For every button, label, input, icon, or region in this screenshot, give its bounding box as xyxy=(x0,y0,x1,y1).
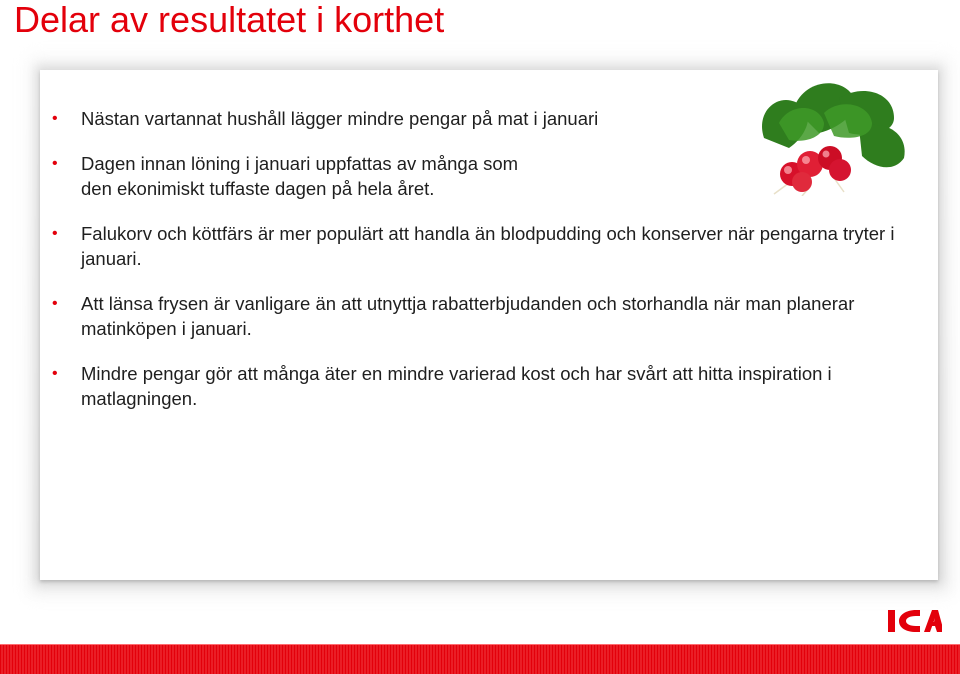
bullet-dot-icon: • xyxy=(52,365,58,382)
bullet-dot-icon: • xyxy=(52,295,58,312)
bullet-item xyxy=(52,151,932,201)
bullet-item xyxy=(52,106,932,131)
bullet-list xyxy=(52,106,932,431)
bullet-item xyxy=(52,221,932,271)
bullet-dot-icon: • xyxy=(52,155,58,172)
bullet-text: Nästan vartannat hushåll lägger mindre pengar på mat i januari xyxy=(81,108,599,129)
bullet-text: Att länsa frysen är vanligare än att utnyttja rabatterbjudanden och storhandla när man planerar matinköpen i januari. xyxy=(81,293,855,339)
slide-title: Delar av resultatet i korthet xyxy=(14,0,445,40)
ica-logo xyxy=(886,604,942,634)
footer-bar xyxy=(0,645,960,674)
bullet-dot-icon: • xyxy=(52,225,58,242)
bullet-item xyxy=(52,291,932,341)
bullet-text: Mindre pengar gör att många äter en mindre varierad kost och har svårt att hitta inspiration i matlagningen. xyxy=(81,363,832,409)
bullet-item xyxy=(52,361,932,411)
bullet-text: Dagen innan löning i januari uppfattas av många som den ekonimiskt tuffaste dagen på hela året. xyxy=(81,153,519,199)
bullet-dot-icon: • xyxy=(52,110,58,127)
bullet-text: Falukorv och köttfärs är mer populärt att handla än blodpudding och konserver när pengarna tryter i januari. xyxy=(81,223,895,269)
